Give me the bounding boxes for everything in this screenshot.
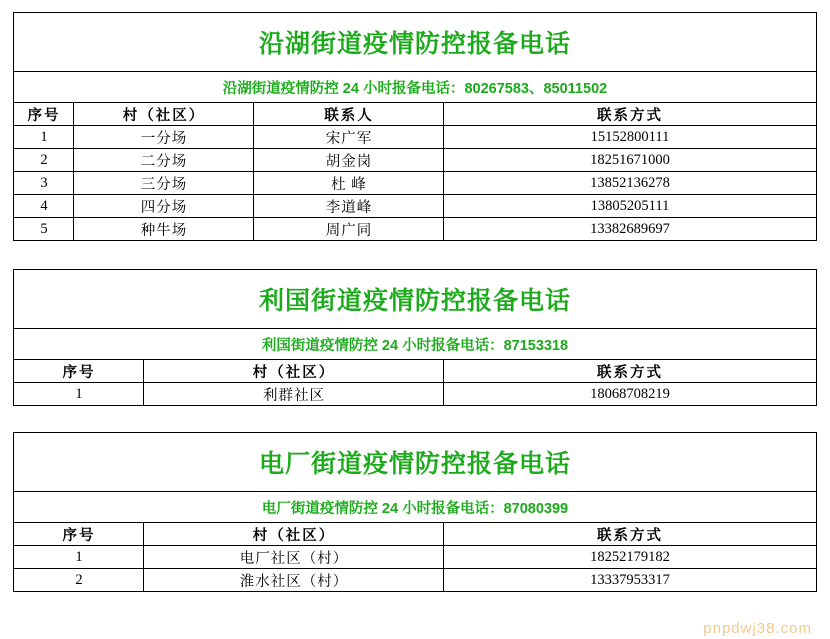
watermark: pnpdwj38.com (703, 620, 812, 637)
cell-contact-person: 宋广军 (254, 126, 444, 149)
column-header-index: 序号 (14, 103, 74, 126)
table-row (14, 383, 816, 406)
table-subtitle-row (14, 492, 816, 523)
cell-phone: 18251671000 (444, 149, 816, 172)
table-title-row (14, 270, 816, 329)
table-block-1 (13, 12, 816, 241)
column-header-phone: 联系方式 (444, 523, 816, 546)
table-row (14, 149, 816, 172)
cell-village: 四分场 (74, 195, 254, 218)
cell-contact-person: 胡金岗 (254, 149, 444, 172)
cell-village: 二分场 (74, 149, 254, 172)
cell-index: 2 (14, 149, 74, 172)
column-header-village: 村（社区） (144, 360, 444, 383)
cell-phone: 18068708219 (444, 383, 816, 406)
column-header-village: 村（社区） (144, 523, 444, 546)
cell-index: 1 (14, 126, 74, 149)
cell-phone: 13337953317 (444, 569, 816, 592)
cell-index: 3 (14, 172, 74, 195)
column-header-village: 村（社区） (74, 103, 254, 126)
table-row (14, 546, 816, 569)
cell-village: 电厂社区（村） (144, 546, 444, 569)
cell-index: 1 (14, 383, 144, 406)
block-title: 电厂街道疫情防控报备电话 (14, 433, 816, 492)
block-spacer (0, 406, 830, 432)
table-row (14, 195, 816, 218)
table-subtitle-row (14, 72, 816, 103)
table-row (14, 172, 816, 195)
cell-phone: 18252179182 (444, 546, 816, 569)
column-header-phone: 联系方式 (444, 360, 816, 383)
cell-phone: 13852136278 (444, 172, 816, 195)
table-block-2 (13, 269, 816, 406)
table-block-3 (13, 432, 816, 592)
block-title: 利国街道疫情防控报备电话 (14, 270, 816, 329)
cell-contact-person: 周广同 (254, 218, 444, 241)
table-row (14, 126, 816, 149)
column-header-index: 序号 (14, 523, 144, 546)
cell-phone: 13805205111 (444, 195, 816, 218)
top-spacer (0, 0, 830, 12)
cell-village: 淮水社区（村） (144, 569, 444, 592)
column-header-index: 序号 (14, 360, 144, 383)
block-subtitle: 利国街道疫情防控 24 小时报备电话：87153318 (14, 329, 816, 360)
table-row (14, 218, 816, 241)
cell-village: 一分场 (74, 126, 254, 149)
table-header-row (14, 360, 816, 383)
block-title: 沿湖街道疫情防控报备电话 (14, 13, 816, 72)
cell-index: 2 (14, 569, 144, 592)
cell-village: 种牛场 (74, 218, 254, 241)
table-header-row (14, 103, 816, 126)
cell-index: 1 (14, 546, 144, 569)
table-header-row (14, 523, 816, 546)
table-subtitle-row (14, 329, 816, 360)
cell-index: 4 (14, 195, 74, 218)
table-title-row (14, 13, 816, 72)
cell-index: 5 (14, 218, 74, 241)
cell-village: 利群社区 (144, 383, 444, 406)
block-subtitle: 沿湖街道疫情防控 24 小时报备电话：80267583、85011502 (14, 72, 816, 103)
block-subtitle: 电厂街道疫情防控 24 小时报备电话：87080399 (14, 492, 816, 523)
block-spacer (0, 241, 830, 269)
column-header-phone: 联系方式 (444, 103, 816, 126)
cell-phone: 15152800111 (444, 126, 816, 149)
cell-contact-person: 李道峰 (254, 195, 444, 218)
table-title-row (14, 433, 816, 492)
cell-village: 三分场 (74, 172, 254, 195)
cell-phone: 13382689697 (444, 218, 816, 241)
cell-contact-person: 杜 峰 (254, 172, 444, 195)
table-row (14, 569, 816, 592)
column-header-contact-person: 联系人 (254, 103, 444, 126)
